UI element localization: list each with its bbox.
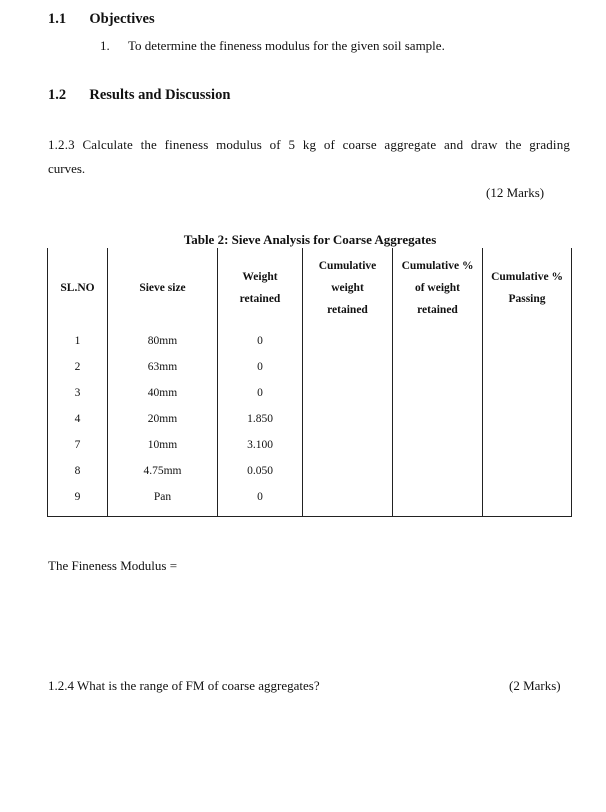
section-number: 1.2 xyxy=(48,87,67,103)
question-1-2-4-marks: (2 Marks) xyxy=(509,678,561,693)
table-row xyxy=(48,328,572,354)
header-weight-retained: Weight retained xyxy=(218,248,303,328)
cell-sl-no: 3 xyxy=(48,380,108,406)
table-header-row xyxy=(48,248,572,328)
cell-sieve-size: 63mm xyxy=(108,354,218,380)
fineness-modulus-label: The Fineness Modulus = xyxy=(48,558,178,573)
cell-sieve-size: 80mm xyxy=(108,328,218,354)
cell-cumulative-percent[interactable] xyxy=(393,484,483,510)
cell-sl-no: 8 xyxy=(48,458,108,484)
cell-percent-passing[interactable] xyxy=(483,458,572,484)
cell-percent-passing[interactable] xyxy=(483,406,572,432)
cell-cumulative-percent[interactable] xyxy=(393,406,483,432)
section-heading-results xyxy=(48,87,230,104)
cell-weight-retained: 0 xyxy=(218,484,303,510)
cell-weight-retained: 0 xyxy=(218,380,303,406)
cell-percent-passing[interactable] xyxy=(483,484,572,510)
table-row xyxy=(48,484,572,510)
cell-sieve-size: 40mm xyxy=(108,380,218,406)
section-title: Objectives xyxy=(89,11,155,27)
table-bottom-row xyxy=(48,510,572,517)
cell-sl-no: 1 xyxy=(48,328,108,354)
sieve-analysis-table xyxy=(47,248,572,517)
table-row xyxy=(48,458,572,484)
section-title: Results and Discussion xyxy=(89,87,231,103)
cell-cumulative-weight[interactable] xyxy=(303,458,393,484)
cell-sl-no: 2 xyxy=(48,354,108,380)
objective-number: 1. xyxy=(100,38,110,53)
cell-cumulative-percent[interactable] xyxy=(393,432,483,458)
cell-percent-passing[interactable] xyxy=(483,328,572,354)
header-cumulative-percent-passing: Cumulative % Passing xyxy=(483,248,572,328)
cell-cumulative-weight[interactable] xyxy=(303,354,393,380)
cell-weight-retained: 3.100 xyxy=(218,432,303,458)
cell-cumulative-percent[interactable] xyxy=(393,380,483,406)
cell-sieve-size: Pan xyxy=(108,484,218,510)
cell-percent-passing[interactable] xyxy=(483,380,572,406)
cell-sieve-size: 4.75mm xyxy=(108,458,218,484)
question-1-2-3-marks: (12 Marks) xyxy=(486,185,545,200)
cell-cumulative-weight[interactable] xyxy=(303,328,393,354)
question-1-2-3-line1: 1.2.3 Calculate the fineness modulus of 5 kg of coarse aggregate and draw the grading xyxy=(48,137,570,152)
table-row xyxy=(48,406,572,432)
cell-cumulative-weight[interactable] xyxy=(303,432,393,458)
cell-percent-passing[interactable] xyxy=(483,354,572,380)
cell-weight-retained: 0 xyxy=(218,354,303,380)
cell-sieve-size: 10mm xyxy=(108,432,218,458)
cell-weight-retained: 0 xyxy=(218,328,303,354)
cell-cumulative-percent[interactable] xyxy=(393,458,483,484)
header-cumulative-percent-retained: Cumulative % of weight retained xyxy=(393,248,483,328)
cell-cumulative-weight[interactable] xyxy=(303,484,393,510)
header-cumulative-weight-retained: Cumulative weight retained xyxy=(303,248,393,328)
cell-cumulative-weight[interactable] xyxy=(303,380,393,406)
objective-text: To determine the fineness modulus for the given soil sample. xyxy=(128,38,445,53)
cell-cumulative-weight[interactable] xyxy=(303,406,393,432)
cell-sl-no: 9 xyxy=(48,484,108,510)
section-number: 1.1 xyxy=(48,11,67,27)
section-heading-objectives xyxy=(48,11,155,28)
cell-sl-no: 4 xyxy=(48,406,108,432)
header-sieve-size: Sieve size xyxy=(108,248,218,328)
cell-sieve-size: 20mm xyxy=(108,406,218,432)
table-row xyxy=(48,432,572,458)
table-row xyxy=(48,380,572,406)
table-row xyxy=(48,354,572,380)
table-title: Table 2: Sieve Analysis for Coarse Aggregates xyxy=(183,232,437,247)
cell-weight-retained: 1.850 xyxy=(218,406,303,432)
cell-cumulative-percent[interactable] xyxy=(393,354,483,380)
cell-cumulative-percent[interactable] xyxy=(393,328,483,354)
header-sl-no: SL.NO xyxy=(48,248,108,328)
cell-sl-no: 7 xyxy=(48,432,108,458)
question-1-2-3-line2: curves. xyxy=(48,161,86,176)
cell-percent-passing[interactable] xyxy=(483,432,572,458)
cell-weight-retained: 0.050 xyxy=(218,458,303,484)
objective-item xyxy=(100,38,445,54)
question-1-2-4: 1.2.4 What is the range of FM of coarse aggregates? xyxy=(48,678,320,693)
